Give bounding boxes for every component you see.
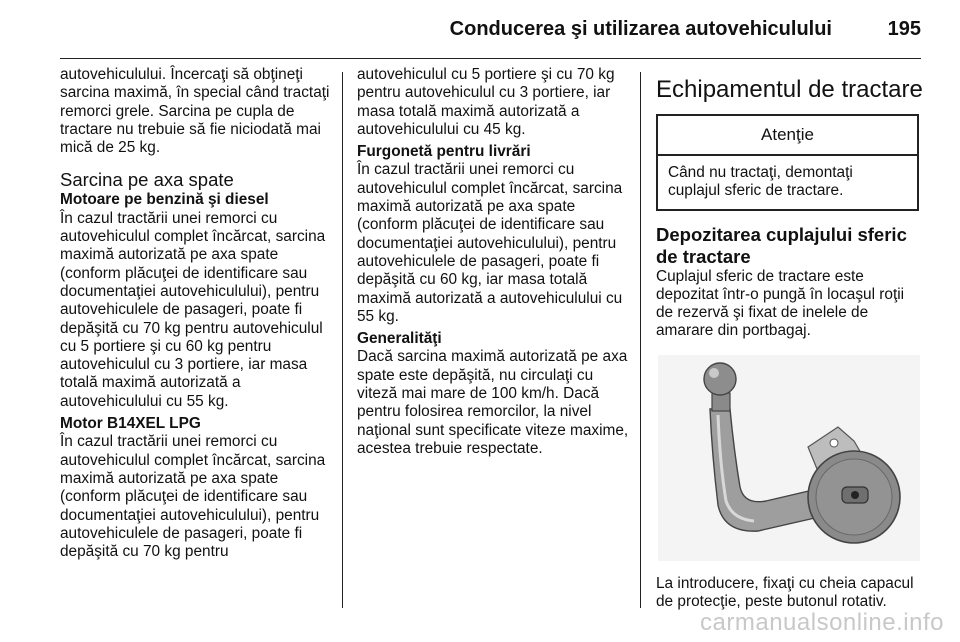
notice-box (656, 114, 919, 211)
column-3 (656, 66, 923, 611)
subheading-general: Generalităţi (357, 330, 442, 348)
intro-paragraph: autovehiculului. Încercaţi să obţineţi sarcina maximă, în special când tractaţi remorci grele. Sarcina pe cupla de tractare nu trebuie să fie niciodată mai mică de 25 kg. (60, 66, 330, 157)
tow-ball-coupling-icon (658, 355, 920, 561)
column-divider-2 (640, 72, 641, 608)
paragraph-delivery-van: În cazul tractării unei remorci cu autovehiculul complet încărcat, sarcina maximă autorizată pe axa spate (conform plăcuţei de identificare sau documentaţiei autovehiculului), pentru autovehiculele de pasageri, poate fi depăşită cu 60 kg, iar masa totală maximă autorizată a autovehiculului cu 55 kg. (357, 161, 623, 325)
subheading-delivery-van: Furgonetă pentru livrări (357, 143, 531, 161)
paragraph-general: Dacă sarcina maximă autorizată pe axa spate este depăşită, nu circulaţi cu viteză mai mare de 100 km/h. Dacă pentru folosirea remorcilor, la nivel naţional sunt specificate viteze maxime, acestea trebuie respectate. (357, 348, 629, 457)
column-2 (357, 66, 629, 458)
paragraph-lpg: În cazul tractării unei remorci cu autovehiculul complet încărcat, sarcina maximă autorizată pe axa spate (conform plăcuţei de identificare sau documentaţiei autovehiculului), pentru autovehiculele de pasageri, poate fi depăşită cu 70 kg pentru (60, 433, 326, 561)
header-title: Conducerea şi utilizarea autovehiculului (449, 18, 832, 40)
paragraph-storage: Cuplajul sferic de tractare este depozitat într-o pungă în locaşul roţii de rezervă şi fixat de inelele de amarare din portbagaj. (656, 267, 905, 340)
subheading-lpg: Motor B14XEL LPG (60, 415, 201, 433)
tow-ball-figure (658, 355, 920, 561)
notice-text: Când nu tractaţi, demontaţi cuplajul sferic de tractare. (668, 164, 853, 200)
subheading-petrol-diesel: Motoare pe benzină şi diesel (60, 191, 269, 209)
watermark: carmanualsonline.info (700, 609, 944, 636)
column-1 (60, 66, 332, 561)
page-number: 195 (887, 18, 921, 40)
notice-title: Atenţie (658, 116, 917, 156)
section-title-rear-axle-load: Sarcina pe axa spate (60, 169, 234, 191)
column-divider-1 (342, 72, 343, 608)
paragraph-lpg-continued: autovehiculul cu 5 portiere şi cu 70 kg pentru autovehiculul cu 3 portiere, iar masa totală maximă autorizată a autovehiculului cu 45 kg. (357, 66, 615, 138)
figure-caption: La introducere, fixaţi cu cheia capacul de protecţie, peste butonul rotativ. (656, 574, 914, 611)
header-rule (60, 58, 921, 59)
paragraph-petrol-diesel: În cazul tractării unei remorci cu autovehiculul complet încărcat, sarcina maximă autorizată pe axa spate (conform plăcuţei de identificare sau documentaţiei autovehiculului), pentru autovehiculele de pasageri, poate fi depăşită cu 70 kg pentru autovehiculul cu 5 portiere şi cu 60 kg pentru autovehiculul cu 3 portiere, iar masa totală maximă autorizată a autovehiculului cu 55 kg. (60, 209, 326, 410)
subheading-storage: Depozitarea cuplajului sferic de tractare (656, 223, 907, 267)
section-title-towing-equipment: Echipamentul de tractare (656, 76, 923, 103)
